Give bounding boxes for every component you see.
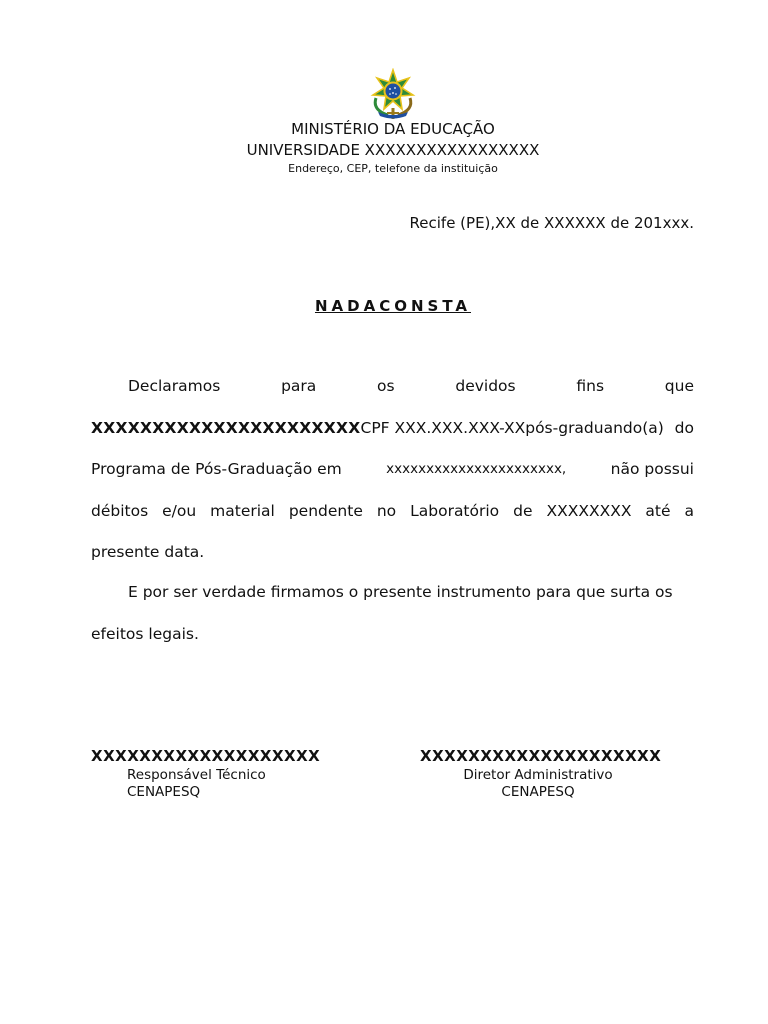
word: de bbox=[513, 501, 533, 520]
student-cpf: CPF XXX.XXX.XXX-XXpós-graduando(a) bbox=[360, 418, 664, 437]
word: até bbox=[645, 501, 671, 520]
word: pendente bbox=[288, 501, 363, 520]
word: que bbox=[664, 377, 694, 395]
paragraph-line bbox=[91, 449, 694, 491]
program-label: Programa de Pós-Graduação em bbox=[91, 460, 342, 478]
paragraph-line bbox=[91, 491, 694, 533]
brazil-coat-of-arms-icon bbox=[366, 68, 420, 120]
signature-block-director bbox=[420, 747, 662, 801]
paragraph-line bbox=[91, 532, 694, 574]
signature-org: CENAPESQ bbox=[501, 784, 575, 800]
signature-role: Responsável Técnico bbox=[127, 767, 266, 783]
paragraph-line bbox=[91, 614, 694, 656]
phrase: não possui bbox=[610, 460, 694, 478]
university-heading: UNIVERSIDADE XXXXXXXXXXXXXXXXX bbox=[246, 141, 540, 159]
laboratory-name: XXXXXXXX bbox=[546, 501, 632, 520]
document-title: NADACONSTA bbox=[314, 297, 471, 315]
word: e/ou bbox=[162, 501, 197, 520]
paragraph-line bbox=[91, 366, 694, 408]
word: no bbox=[376, 501, 397, 520]
phrase: efeitos legais. bbox=[91, 624, 199, 643]
signature-name: XXXXXXXXXXXXXXXXXXX bbox=[91, 747, 321, 765]
word: devidos bbox=[455, 377, 516, 395]
institution-address: Endereço, CEP, telefone da instituição bbox=[288, 162, 498, 175]
ministry-heading: MINISTÉRIO DA EDUCAÇÃO bbox=[291, 120, 495, 138]
signature-role: Diretor Administrativo bbox=[463, 767, 613, 783]
word: débitos bbox=[91, 501, 149, 520]
signature-name: XXXXXXXXXXXXXXXXXXXX bbox=[420, 747, 662, 765]
date-line: Recife (PE),XX de XXXXXX de 201xxx. bbox=[409, 214, 694, 232]
word: os bbox=[377, 377, 395, 395]
word: fins bbox=[576, 377, 605, 395]
word: para bbox=[281, 377, 317, 395]
paragraph-line bbox=[91, 572, 694, 614]
phrase: E por ser verdade firmamos o presente instrumento para que surta os bbox=[128, 583, 673, 601]
phrase: presente data. bbox=[91, 543, 205, 561]
signature-block-technical bbox=[91, 747, 321, 801]
word: Declaramos bbox=[128, 377, 221, 395]
student-name: XXXXXXXXXXXXXXXXXXXXXX bbox=[91, 418, 361, 437]
declaration-paragraph bbox=[91, 366, 694, 574]
closing-paragraph bbox=[91, 572, 694, 655]
word: do bbox=[674, 418, 694, 437]
signature-org: CENAPESQ bbox=[127, 784, 201, 800]
word: a bbox=[684, 501, 694, 520]
program-name: xxxxxxxxxxxxxxxxxxxxxx, bbox=[386, 461, 567, 477]
paragraph-line bbox=[91, 408, 694, 450]
word: Laboratório bbox=[410, 501, 500, 520]
word: material bbox=[210, 501, 275, 520]
